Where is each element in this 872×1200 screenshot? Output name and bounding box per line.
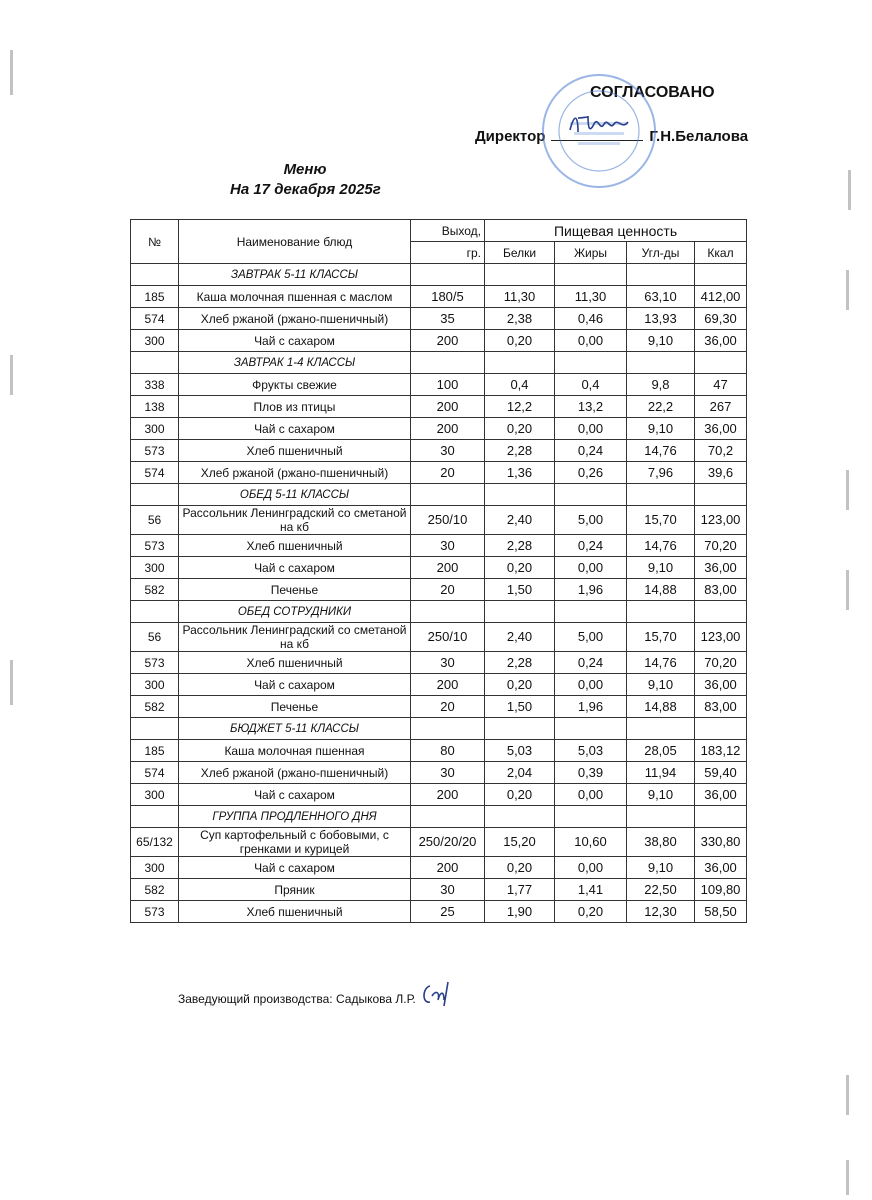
dish-name: Печенье (179, 579, 411, 601)
scan-artifact (10, 660, 13, 705)
empty-cell (555, 352, 627, 374)
dish-protein: 11,30 (485, 286, 555, 308)
table-row (131, 462, 747, 484)
table-row (131, 579, 747, 601)
dish-carbs: 11,94 (627, 762, 695, 784)
dish-name: Каша молочная пшенная (179, 740, 411, 762)
dish-carbs: 14,76 (627, 535, 695, 557)
dish-carbs: 7,96 (627, 462, 695, 484)
section-title: ОБЕД 5-11 КЛАССЫ (179, 484, 411, 506)
dish-fat: 0,00 (555, 557, 627, 579)
section-num-cell (131, 718, 179, 740)
dish-kcal: 123,00 (695, 623, 747, 652)
dish-code: 56 (131, 623, 179, 652)
empty-cell (555, 806, 627, 828)
section-row (131, 718, 747, 740)
dish-name: Рассольник Ленинградский со сметаной на кб (179, 506, 411, 535)
header-nutrition: Пищевая ценность (485, 220, 747, 242)
table-row (131, 762, 747, 784)
dish-code: 300 (131, 857, 179, 879)
approval-position: Директор (475, 128, 546, 145)
dish-name: Чай с сахаром (179, 857, 411, 879)
dish-name: Хлеб пшеничный (179, 901, 411, 923)
footer-responsible: Заведующий производства: Садыкова Л.Р. (178, 992, 416, 1006)
table-row (131, 857, 747, 879)
table-row (131, 440, 747, 462)
empty-cell (485, 264, 555, 286)
empty-cell (627, 264, 695, 286)
dish-code: 300 (131, 330, 179, 352)
dish-protein: 2,40 (485, 623, 555, 652)
dish-output: 35 (411, 308, 485, 330)
dish-carbs: 9,10 (627, 857, 695, 879)
dish-output: 25 (411, 901, 485, 923)
dish-name: Чай с сахаром (179, 557, 411, 579)
dish-code: 300 (131, 418, 179, 440)
dish-kcal: 70,20 (695, 535, 747, 557)
dish-carbs: 9,10 (627, 330, 695, 352)
dish-protein: 1,50 (485, 579, 555, 601)
empty-cell (555, 718, 627, 740)
dish-output: 250/20/20 (411, 828, 485, 857)
scan-artifact (848, 170, 851, 210)
dish-kcal: 39,6 (695, 462, 747, 484)
menu-table-body (131, 264, 747, 923)
dish-code: 582 (131, 579, 179, 601)
dish-code: 185 (131, 740, 179, 762)
table-row (131, 374, 747, 396)
empty-cell (627, 352, 695, 374)
scan-artifact (846, 270, 849, 310)
table-row (131, 674, 747, 696)
dish-name: Пряник (179, 879, 411, 901)
dish-fat: 0,4 (555, 374, 627, 396)
dish-code: 582 (131, 696, 179, 718)
table-row (131, 286, 747, 308)
dish-output: 100 (411, 374, 485, 396)
dish-fat: 0,00 (555, 330, 627, 352)
dish-fat: 0,24 (555, 440, 627, 462)
empty-cell (411, 601, 485, 623)
dish-kcal: 83,00 (695, 696, 747, 718)
dish-name: Чай с сахаром (179, 784, 411, 806)
table-row (131, 879, 747, 901)
dish-name: Хлеб пшеничный (179, 535, 411, 557)
section-num-cell (131, 806, 179, 828)
dish-name: Чай с сахаром (179, 674, 411, 696)
header-num: № (131, 220, 179, 264)
scan-artifact (10, 50, 13, 95)
dish-output: 250/10 (411, 506, 485, 535)
dish-output: 200 (411, 784, 485, 806)
empty-cell (411, 718, 485, 740)
dish-carbs: 12,30 (627, 901, 695, 923)
dish-output: 180/5 (411, 286, 485, 308)
dish-carbs: 15,70 (627, 506, 695, 535)
dish-output: 200 (411, 857, 485, 879)
empty-cell (627, 718, 695, 740)
dish-output: 200 (411, 557, 485, 579)
dish-protein: 0,4 (485, 374, 555, 396)
header-output-unit: гр. (411, 242, 485, 264)
dish-fat: 0,39 (555, 762, 627, 784)
table-row (131, 652, 747, 674)
dish-code: 574 (131, 762, 179, 784)
dish-code: 573 (131, 440, 179, 462)
dish-code: 138 (131, 396, 179, 418)
dish-output: 30 (411, 762, 485, 784)
dish-fat: 1,41 (555, 879, 627, 901)
section-title: БЮДЖЕТ 5-11 КЛАССЫ (179, 718, 411, 740)
dish-carbs: 9,10 (627, 557, 695, 579)
dish-name: Каша молочная пшенная с маслом (179, 286, 411, 308)
dish-output: 20 (411, 696, 485, 718)
dish-code: 300 (131, 557, 179, 579)
dish-fat: 5,00 (555, 506, 627, 535)
approval-agreed: СОГЛАСОВАНО (590, 84, 715, 101)
section-row (131, 484, 747, 506)
empty-cell (555, 264, 627, 286)
dish-fat: 0,26 (555, 462, 627, 484)
empty-cell (695, 484, 747, 506)
dish-fat: 11,30 (555, 286, 627, 308)
dish-protein: 0,20 (485, 418, 555, 440)
dish-kcal: 330,80 (695, 828, 747, 857)
dish-output: 200 (411, 396, 485, 418)
dish-kcal: 36,00 (695, 418, 747, 440)
title-line-2: На 17 декабря 2025г (230, 181, 381, 198)
scan-artifact (846, 1075, 849, 1115)
table-row (131, 308, 747, 330)
dish-code: 56 (131, 506, 179, 535)
dish-output: 80 (411, 740, 485, 762)
empty-cell (695, 352, 747, 374)
table-row (131, 330, 747, 352)
dish-name: Хлеб ржаной (ржано-пшеничный) (179, 308, 411, 330)
dish-fat: 0,24 (555, 535, 627, 557)
dish-carbs: 9,10 (627, 418, 695, 440)
section-title: ОБЕД СОТРУДНИКИ (179, 601, 411, 623)
table-row (131, 828, 747, 857)
empty-cell (485, 806, 555, 828)
section-row (131, 601, 747, 623)
director-signature (566, 110, 636, 140)
dish-protein: 0,20 (485, 784, 555, 806)
dish-fat: 0,24 (555, 652, 627, 674)
manager-signature (418, 978, 462, 1010)
dish-protein: 15,20 (485, 828, 555, 857)
dish-carbs: 13,93 (627, 308, 695, 330)
scan-artifact (10, 355, 13, 395)
dish-kcal: 123,00 (695, 506, 747, 535)
header-protein: Белки (485, 242, 555, 264)
empty-cell (555, 601, 627, 623)
dish-fat: 10,60 (555, 828, 627, 857)
document-title (230, 160, 380, 200)
dish-carbs: 15,70 (627, 623, 695, 652)
dish-code: 65/132 (131, 828, 179, 857)
dish-kcal: 70,2 (695, 440, 747, 462)
section-num-cell (131, 484, 179, 506)
dish-carbs: 9,8 (627, 374, 695, 396)
dish-carbs: 14,76 (627, 652, 695, 674)
menu-table-header (131, 220, 747, 264)
dish-protein: 1,50 (485, 696, 555, 718)
dish-protein: 1,77 (485, 879, 555, 901)
section-title: ЗАВТРАК 1-4 КЛАССЫ (179, 352, 411, 374)
empty-cell (411, 264, 485, 286)
empty-cell (695, 601, 747, 623)
empty-cell (695, 718, 747, 740)
empty-cell (485, 352, 555, 374)
empty-cell (485, 601, 555, 623)
dish-kcal: 83,00 (695, 579, 747, 601)
table-row (131, 557, 747, 579)
dish-kcal: 36,00 (695, 557, 747, 579)
dish-carbs: 9,10 (627, 674, 695, 696)
table-row (131, 623, 747, 652)
header-carbs: Угл-ды (627, 242, 695, 264)
dish-protein: 0,20 (485, 557, 555, 579)
dish-name: Чай с сахаром (179, 418, 411, 440)
section-title: ЗАВТРАК 5-11 КЛАССЫ (179, 264, 411, 286)
dish-fat: 5,03 (555, 740, 627, 762)
dish-name: Фрукты свежие (179, 374, 411, 396)
dish-name: Хлеб пшеничный (179, 440, 411, 462)
dish-carbs: 38,80 (627, 828, 695, 857)
section-num-cell (131, 352, 179, 374)
section-num-cell (131, 264, 179, 286)
dish-output: 200 (411, 330, 485, 352)
dish-protein: 2,28 (485, 535, 555, 557)
table-row (131, 784, 747, 806)
dish-name: Суп картофельный с бобовыми, с гренками и курицей (179, 828, 411, 857)
dish-fat: 0,00 (555, 674, 627, 696)
empty-cell (627, 484, 695, 506)
dish-carbs: 14,76 (627, 440, 695, 462)
dish-fat: 5,00 (555, 623, 627, 652)
dish-output: 30 (411, 652, 485, 674)
dish-code: 338 (131, 374, 179, 396)
dish-protein: 0,20 (485, 857, 555, 879)
dish-fat: 1,96 (555, 579, 627, 601)
dish-protein: 2,04 (485, 762, 555, 784)
empty-cell (695, 264, 747, 286)
section-row (131, 806, 747, 828)
dish-code: 300 (131, 784, 179, 806)
header-name: Наименование блюд (179, 220, 411, 264)
empty-cell (695, 806, 747, 828)
dish-output: 200 (411, 674, 485, 696)
dish-protein: 2,28 (485, 440, 555, 462)
dish-protein: 2,40 (485, 506, 555, 535)
dish-code: 573 (131, 901, 179, 923)
dish-fat: 1,96 (555, 696, 627, 718)
dish-name: Печенье (179, 696, 411, 718)
dish-kcal: 70,20 (695, 652, 747, 674)
dish-carbs: 14,88 (627, 696, 695, 718)
table-row (131, 396, 747, 418)
empty-cell (485, 718, 555, 740)
dish-protein: 2,28 (485, 652, 555, 674)
section-title: ГРУППА ПРОДЛЕННОГО ДНЯ (179, 806, 411, 828)
menu-table (130, 219, 747, 923)
dish-carbs: 14,88 (627, 579, 695, 601)
dish-output: 20 (411, 462, 485, 484)
table-row (131, 696, 747, 718)
scan-artifact (846, 1160, 849, 1195)
dish-code: 574 (131, 308, 179, 330)
dish-fat: 0,00 (555, 857, 627, 879)
dish-kcal: 36,00 (695, 674, 747, 696)
dish-kcal: 69,30 (695, 308, 747, 330)
dish-carbs: 22,2 (627, 396, 695, 418)
dish-fat: 0,46 (555, 308, 627, 330)
dish-carbs: 63,10 (627, 286, 695, 308)
header-output: Выход, (411, 220, 485, 242)
empty-cell (411, 806, 485, 828)
table-row (131, 506, 747, 535)
empty-cell (627, 806, 695, 828)
dish-fat: 0,20 (555, 901, 627, 923)
dish-code: 573 (131, 535, 179, 557)
empty-cell (411, 352, 485, 374)
dish-name: Чай с сахаром (179, 330, 411, 352)
dish-kcal: 183,12 (695, 740, 747, 762)
dish-output: 20 (411, 579, 485, 601)
dish-carbs: 9,10 (627, 784, 695, 806)
dish-code: 185 (131, 286, 179, 308)
dish-kcal: 36,00 (695, 784, 747, 806)
dish-output: 250/10 (411, 623, 485, 652)
dish-name: Рассольник Ленинградский со сметаной на кб (179, 623, 411, 652)
dish-name: Хлеб ржаной (ржано-пшеничный) (179, 462, 411, 484)
empty-cell (555, 484, 627, 506)
dish-output: 200 (411, 418, 485, 440)
dish-protein: 1,36 (485, 462, 555, 484)
dish-fat: 0,00 (555, 784, 627, 806)
header-fat: Жиры (555, 242, 627, 264)
section-row (131, 352, 747, 374)
dish-code: 582 (131, 879, 179, 901)
dish-protein: 0,20 (485, 674, 555, 696)
dish-name: Плов из птицы (179, 396, 411, 418)
scan-artifact (846, 470, 849, 510)
section-num-cell (131, 601, 179, 623)
dish-carbs: 28,05 (627, 740, 695, 762)
dish-name: Хлеб пшеничный (179, 652, 411, 674)
section-row (131, 264, 747, 286)
scan-artifact (846, 570, 849, 610)
dish-output: 30 (411, 535, 485, 557)
dish-kcal: 36,00 (695, 330, 747, 352)
table-row (131, 901, 747, 923)
dish-name: Хлеб ржаной (ржано-пшеничный) (179, 762, 411, 784)
dish-code: 300 (131, 674, 179, 696)
dish-output: 30 (411, 879, 485, 901)
dish-kcal: 47 (695, 374, 747, 396)
dish-kcal: 109,80 (695, 879, 747, 901)
dish-output: 30 (411, 440, 485, 462)
dish-kcal: 267 (695, 396, 747, 418)
dish-protein: 5,03 (485, 740, 555, 762)
header-kcal: Ккал (695, 242, 747, 264)
dish-protein: 0,20 (485, 330, 555, 352)
empty-cell (627, 601, 695, 623)
table-row (131, 740, 747, 762)
dish-kcal: 59,40 (695, 762, 747, 784)
title-line-1: Меню (283, 161, 327, 178)
dish-kcal: 412,00 (695, 286, 747, 308)
approval-name: Г.Н.Белалова (649, 128, 749, 145)
table-row (131, 535, 747, 557)
empty-cell (485, 484, 555, 506)
table-row (131, 418, 747, 440)
empty-cell (411, 484, 485, 506)
dish-fat: 0,00 (555, 418, 627, 440)
dish-kcal: 36,00 (695, 857, 747, 879)
dish-protein: 2,38 (485, 308, 555, 330)
dish-fat: 13,2 (555, 396, 627, 418)
dish-protein: 1,90 (485, 901, 555, 923)
dish-kcal: 58,50 (695, 901, 747, 923)
dish-carbs: 22,50 (627, 879, 695, 901)
dish-code: 573 (131, 652, 179, 674)
dish-protein: 12,2 (485, 396, 555, 418)
dish-code: 574 (131, 462, 179, 484)
